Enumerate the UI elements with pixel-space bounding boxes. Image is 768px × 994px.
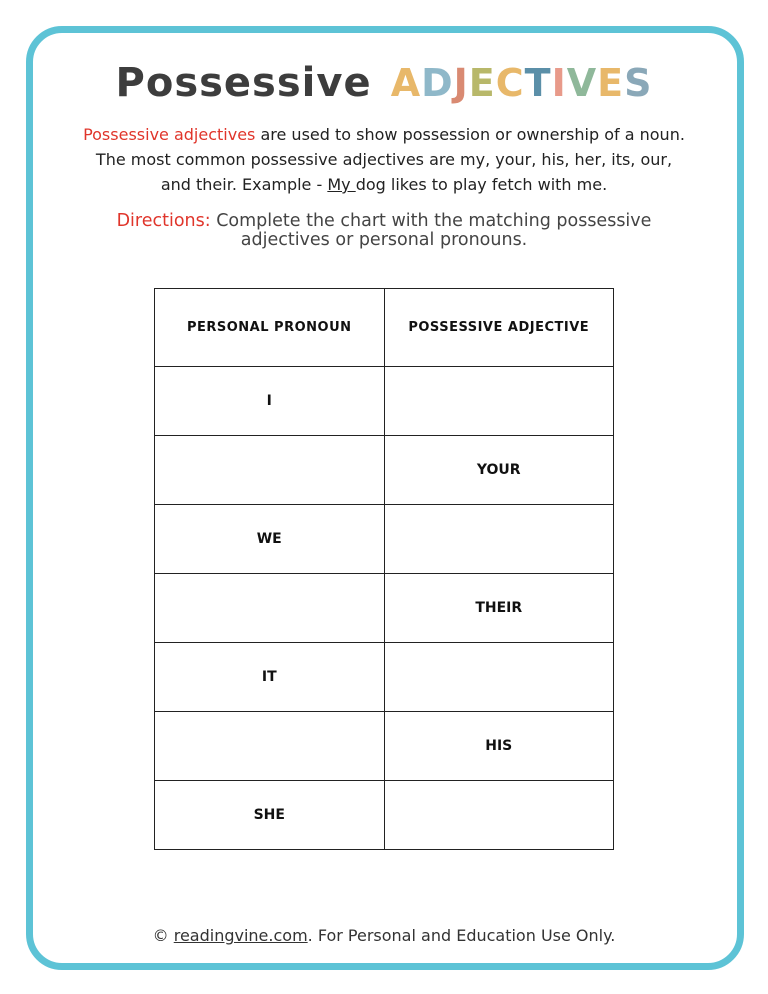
title-main-word: Possessive bbox=[115, 60, 372, 106]
title-letter: C bbox=[495, 61, 525, 105]
cell-personal-pronoun[interactable]: IT bbox=[155, 643, 385, 712]
title-colored-word bbox=[391, 61, 653, 105]
title-letter: D bbox=[421, 61, 454, 105]
cell-personal-pronoun[interactable]: WE bbox=[155, 505, 385, 574]
footer bbox=[0, 926, 768, 945]
table-row bbox=[155, 574, 614, 643]
intro-text-1: are used to show possession or ownership of a noun. The most common possessive adjectives are my, your, his, her, its, our, and their. Example - bbox=[95, 125, 685, 194]
page-title bbox=[0, 60, 768, 106]
title-letter: J bbox=[453, 61, 469, 105]
footer-link[interactable]: readingvine.com bbox=[173, 926, 308, 945]
intro-paragraph bbox=[80, 122, 688, 197]
intro-example-word: My bbox=[327, 175, 356, 194]
cell-possessive-adjective[interactable] bbox=[384, 643, 614, 712]
cell-personal-pronoun[interactable] bbox=[155, 436, 385, 505]
table-row bbox=[155, 367, 614, 436]
table-row bbox=[155, 643, 614, 712]
title-letter: T bbox=[524, 61, 552, 105]
pronoun-chart bbox=[154, 288, 614, 850]
footer-suffix: . For Personal and Education Use Only. bbox=[307, 926, 616, 945]
title-letter: E bbox=[597, 61, 625, 105]
title-letter: S bbox=[624, 61, 653, 105]
table-row bbox=[155, 436, 614, 505]
title-letter: I bbox=[551, 61, 567, 105]
title-letter: V bbox=[566, 61, 598, 105]
table-row bbox=[155, 505, 614, 574]
table-row bbox=[155, 781, 614, 850]
table-row bbox=[155, 712, 614, 781]
header-personal-pronoun: PERSONAL PRONOUN bbox=[155, 289, 385, 367]
cell-possessive-adjective[interactable]: THEIR bbox=[384, 574, 614, 643]
title-letter: E bbox=[468, 61, 496, 105]
intro-highlight: Possessive adjectives bbox=[83, 125, 256, 144]
cell-possessive-adjective[interactable]: HIS bbox=[384, 712, 614, 781]
cell-possessive-adjective[interactable] bbox=[384, 367, 614, 436]
header-possessive-adjective: POSSESSIVE ADJECTIVE bbox=[384, 289, 614, 367]
directions-label: Directions: bbox=[116, 211, 211, 231]
cell-personal-pronoun[interactable] bbox=[155, 712, 385, 781]
cell-personal-pronoun[interactable] bbox=[155, 574, 385, 643]
cell-possessive-adjective[interactable]: YOUR bbox=[384, 436, 614, 505]
intro-text-2: dog likes to play fetch with me. bbox=[355, 175, 608, 194]
cell-possessive-adjective[interactable] bbox=[384, 781, 614, 850]
table-header-row bbox=[155, 289, 614, 367]
cell-possessive-adjective[interactable] bbox=[384, 505, 614, 574]
cell-personal-pronoun[interactable]: I bbox=[155, 367, 385, 436]
directions-paragraph bbox=[80, 212, 688, 250]
title-letter: A bbox=[390, 61, 422, 105]
footer-prefix: © bbox=[152, 926, 174, 945]
directions-text: Complete the chart with the matching possessive adjectives or personal pronouns. bbox=[210, 211, 652, 250]
cell-personal-pronoun[interactable]: SHE bbox=[155, 781, 385, 850]
